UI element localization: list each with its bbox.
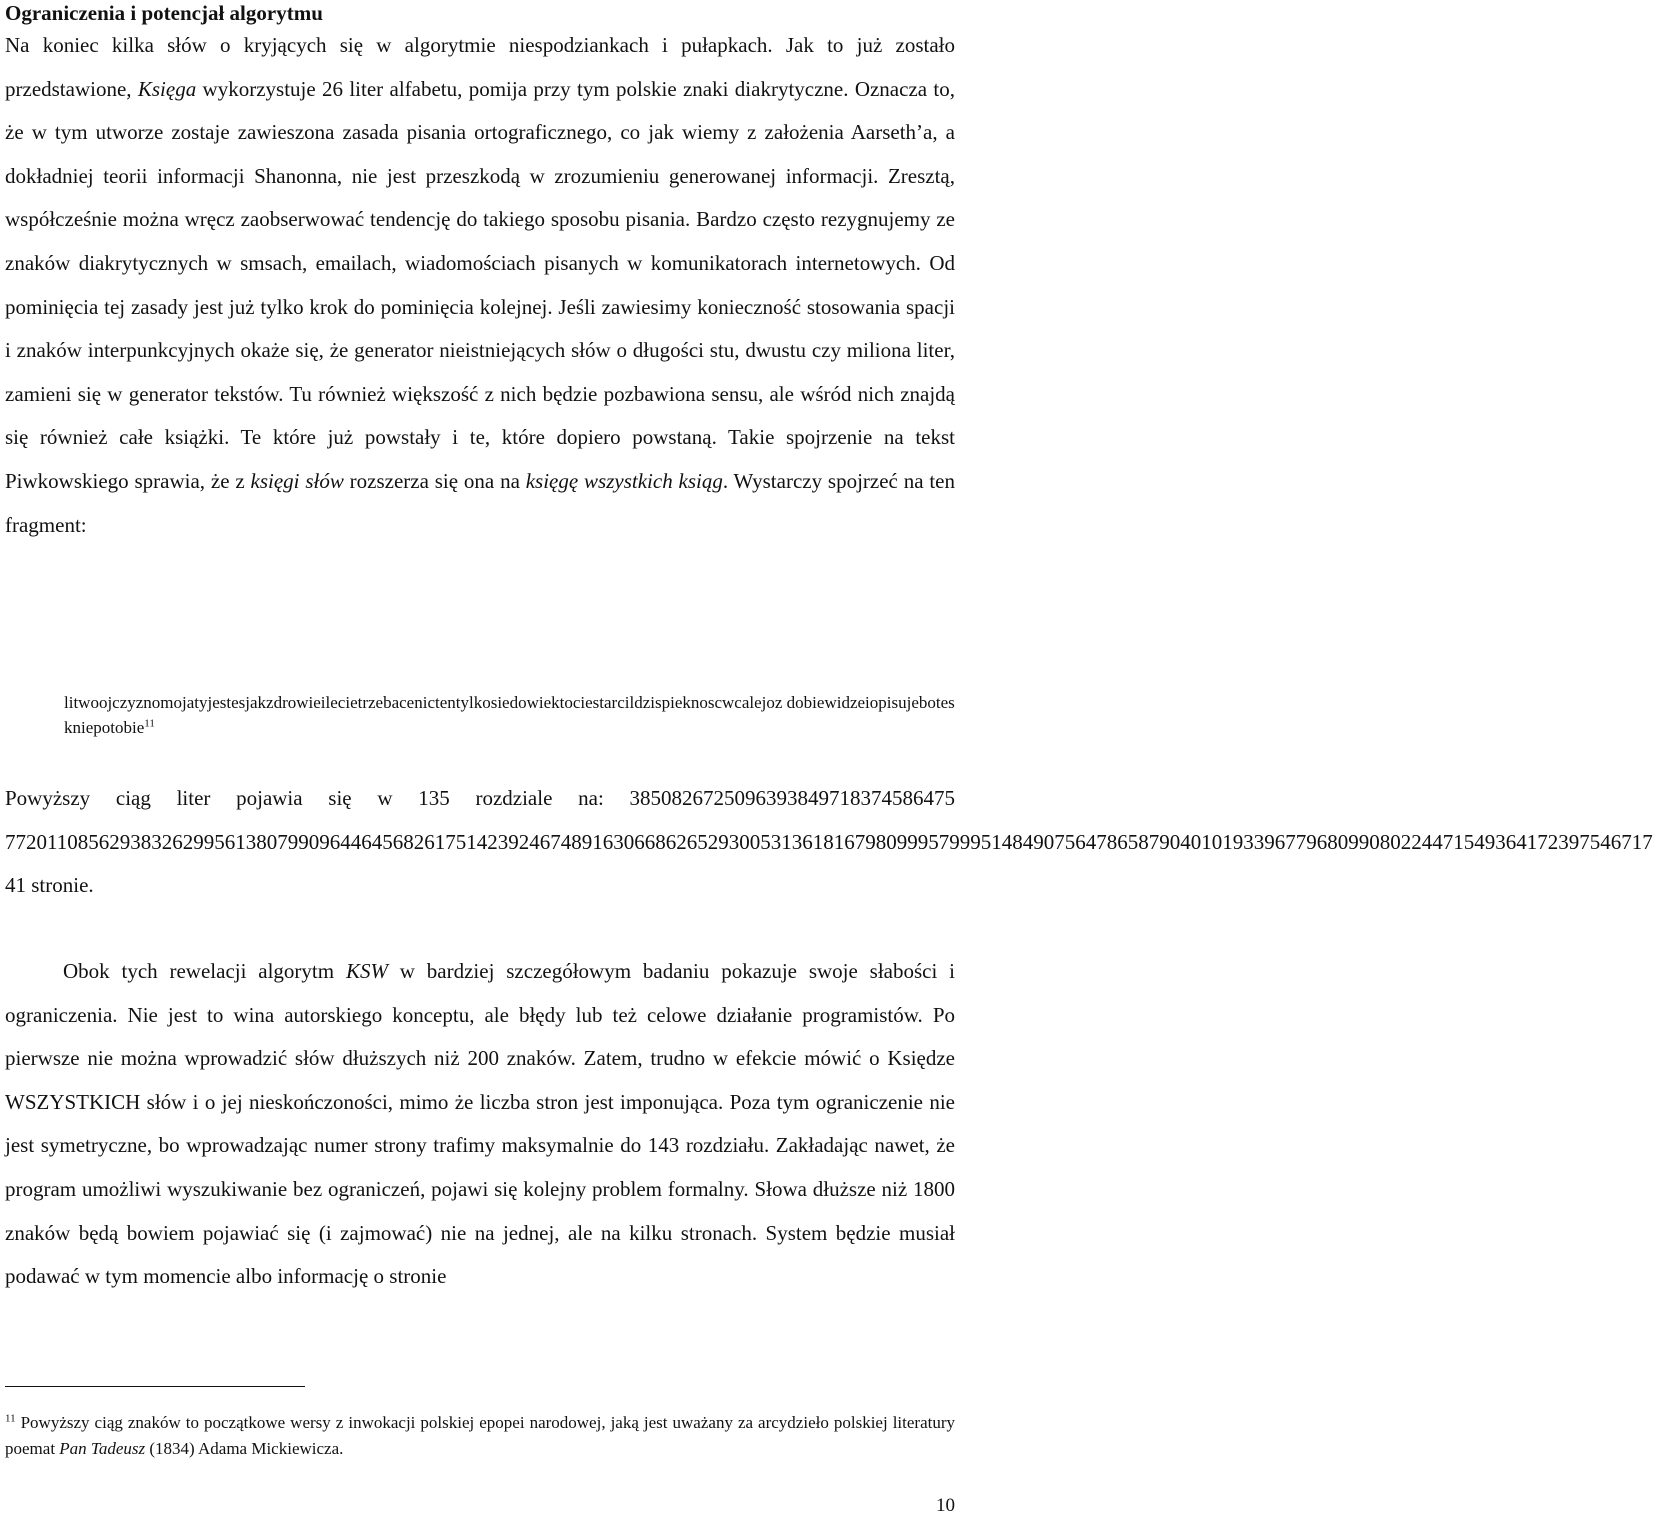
footnote-reference[interactable]: 11 (144, 717, 155, 730)
italic-acronym: KSW (345, 959, 388, 983)
italic-title: Pan Tadeusz (59, 1439, 146, 1458)
footnote-text: (1834) Adama Mickiewicza. (145, 1439, 344, 1458)
footnote-divider (5, 1386, 305, 1387)
footnote (5, 1410, 955, 1462)
paragraph-text: w bardziej szczegółowym badaniu pokazuje swoje słabości i ograniczenia. Nie jest to wina autorskiego konceptu, ale błędy lub też celowe działanie programistów. Po pierwsze nie można wprowadzić słów dłuższych niż 200 znaków. Zatem, trudno w efekcie mówić o Księdze WSZYSTKICH słów i o jej nieskończoności, mimo że liczba stron jest imponująca. Poza tym ograniczenie nie jest symetryczne, bo wprowadzając numer strony trafimy maksymalnie do 143 rozdziału. Zakładając nawet, że program umożliwi wyszukiwanie bez ograniczeń, pojawi się kolejny problem formalny. Słowa dłuższe niż 1800 znaków będą bowiem pojawiać się (i zajmować) nie na jednej, ale na kilku stronach. System będzie musiał podawać w tym momencie albo informację o stronie (5, 959, 955, 1289)
paragraph-text: Obok tych rewelacji algorytm (63, 959, 346, 983)
page-number: 10 (936, 1495, 955, 1516)
italic-title: Księga (137, 76, 197, 101)
paragraph-text: Na koniec kilka słów o kryjących się w algorytmie niespodziankach i pułapkach. Jak to już zostało przedstawione, (5, 33, 955, 101)
section-heading: Ograniczenia i potencjał algorytmu (5, 1, 323, 25)
quoted-letter-string (64, 690, 956, 740)
paragraph-text: rozszerza się ona na (343, 468, 526, 493)
quote-text: litwoojczyznomojatyjestesjakzdrowieilecietrzebacenictentylkosiedowiektociestarcildzispieknoscwcalejoz dobiewidzeiopisujeboteskniepotobie (64, 693, 955, 737)
italic-phrase: księgę wszystkich ksiąg (525, 468, 723, 493)
italic-phrase: księgi słów (250, 468, 344, 493)
paragraph-page-number: Powyższy ciąg liter pojawia się w 135 rozdziale na: 3850826725096393849718374586475 7720110856293832629956138079909644645682617514239246748916306686265293005313618167980999579995148490756478658790401019339677968099080224471549364172397546717 41 stronie. (5, 786, 1653, 898)
paragraph-ksw-weaknesses (5, 950, 955, 1299)
footnote-number: 11 (5, 1412, 16, 1425)
footnote-text: Powyższy ciąg znaków to początkowe wersy z inwokacji polskiej epopei narodowej, jaką jest uważany za arcydzieło polskiej literatury poemat (5, 1413, 955, 1458)
paragraph-algorithm-limits (5, 24, 955, 547)
paragraph-text: . Wystarczy spojrzeć na ten fragment: (5, 468, 956, 537)
paragraph-text: wykorzystuje 26 liter alfabetu, pomija przy tym polskie znaki diakrytyczne. Oznacza to, że w tym utworze zostaje zawieszona zasada pisania ortograficznego, co jak wiemy z założenia Aarseth’a, a dokładniej teorii informacji Shanonna, nie jest przeszkodą w zrozumieniu generowanej informacji. Zresztą, współcześnie można wręcz zaobserwować tendencję do takiego sposobu pisania. Bardzo często rezygnujemy ze znaków diakrytycznych w smsach, emailach, wiadomościach pisanych w komunikatorach internetowych. Od pominięcia tej zasady jest już tylko krok do pominięcia kolejnej. Jeśli zawiesimy konieczność stosowania spacji i znaków interpunkcyjnych okaże się, że generator nieistniejących słów o długości stu, dwustu czy miliona liter, zamieni się w generator tekstów. Tu również większość z nich będzie pozbawiona sensu, ale wśród nich znajdą się również całe książki. Te które już powstały i te, które dopiero powstaną. Takie spojrzenie na tekst Piwkowskiego sprawia, że z (5, 76, 955, 493)
